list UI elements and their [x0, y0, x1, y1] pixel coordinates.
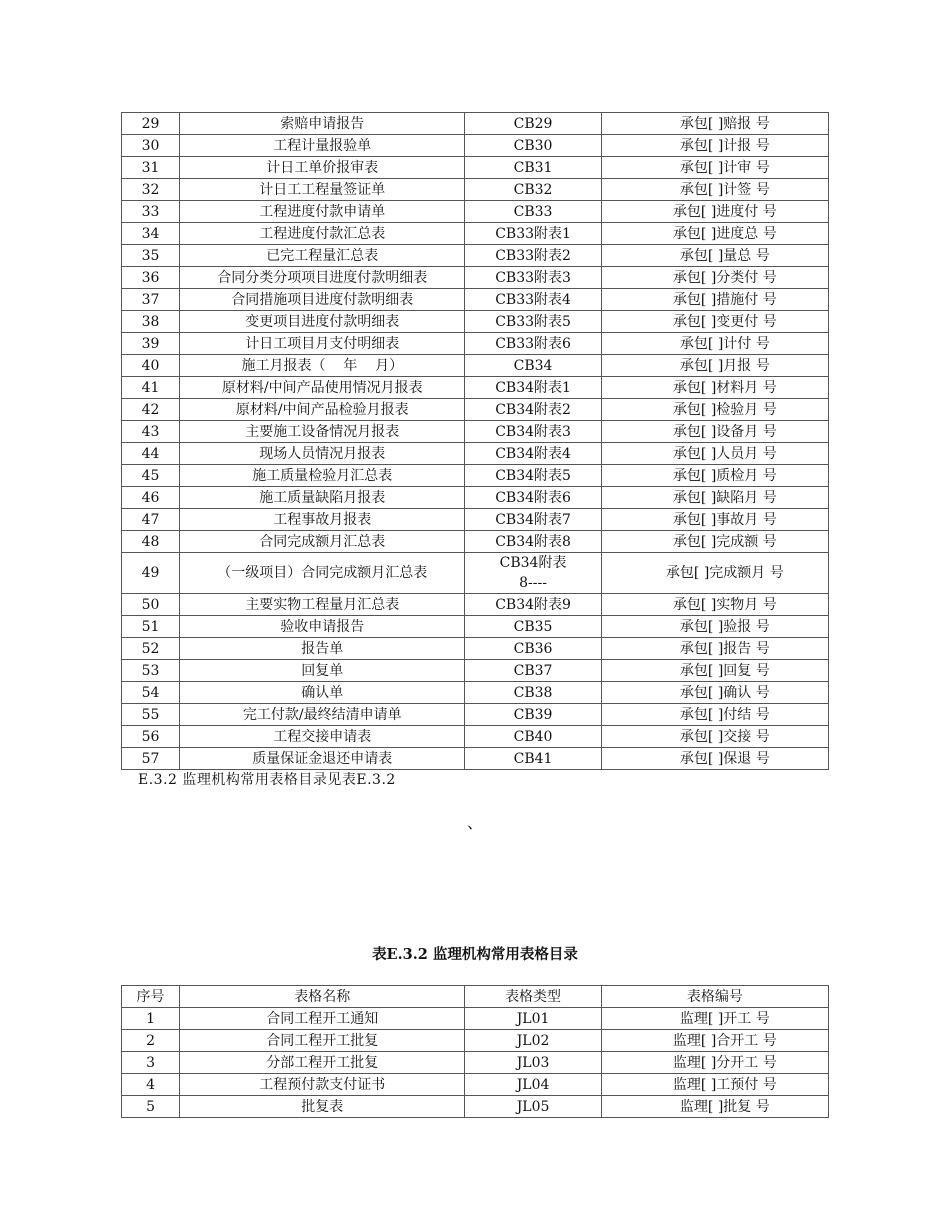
form-code: 承包[ ]分类付 号 [601, 267, 828, 289]
row-number: 34 [122, 223, 180, 245]
table-row [122, 267, 829, 289]
form-code: 承包[ ]量总 号 [601, 245, 828, 267]
table-row [122, 1030, 829, 1052]
form-code: 承包[ ]报告 号 [601, 638, 828, 660]
table-row [122, 443, 829, 465]
table-row [122, 135, 829, 157]
form-name: 合同完成额月汇总表 [180, 531, 465, 553]
form-type: CB33附表2 [465, 245, 601, 267]
row-number: 44 [122, 443, 180, 465]
row-number: 39 [122, 333, 180, 355]
row-number: 49 [122, 553, 180, 594]
form-code: 监理[ ]批复 号 [601, 1096, 828, 1118]
form-name: 工程进度付款汇总表 [180, 223, 465, 245]
row-number: 4 [122, 1074, 180, 1096]
form-type: CB33附表1 [465, 223, 601, 245]
header-name: 表格名称 [180, 986, 465, 1008]
form-name: 报告单 [180, 638, 465, 660]
table-row [122, 421, 829, 443]
form-name: 批复表 [180, 1096, 465, 1118]
form-type: CB37 [465, 660, 601, 682]
form-type-continued: 8---- [519, 575, 547, 591]
form-type: CB34附表5 [465, 465, 601, 487]
form-code: 承包[ ]进度总 号 [601, 223, 828, 245]
header-row [122, 986, 829, 1008]
table-row [122, 1052, 829, 1074]
form-code: 承包[ ]设备月 号 [601, 421, 828, 443]
row-number: 41 [122, 377, 180, 399]
table-row [122, 1096, 829, 1118]
form-code: 承包[ ]措施付 号 [601, 289, 828, 311]
row-number: 2 [122, 1030, 180, 1052]
forms-table-contractor [121, 112, 829, 770]
forms-table-body [122, 1008, 829, 1118]
form-name: 分部工程开工批复 [180, 1052, 465, 1074]
table-row [122, 179, 829, 201]
form-type: JL01 [465, 1008, 601, 1030]
row-number: 36 [122, 267, 180, 289]
form-code: 承包[ ]交接 号 [601, 726, 828, 748]
table-row [122, 487, 829, 509]
table-row [122, 531, 829, 553]
table-row [122, 223, 829, 245]
table-row [122, 1008, 829, 1030]
table-row [122, 465, 829, 487]
form-code: 承包[ ]计签 号 [601, 179, 828, 201]
form-name: 合同分类分项项目进度付款明细表 [180, 267, 465, 289]
row-number: 56 [122, 726, 180, 748]
table-row [122, 748, 829, 770]
row-number: 32 [122, 179, 180, 201]
row-number: 30 [122, 135, 180, 157]
form-name: 合同工程开工通知 [180, 1008, 465, 1030]
form-type: CB34附表4 [465, 443, 601, 465]
form-type: CB40 [465, 726, 601, 748]
form-name: 计日工项目月支付明细表 [180, 333, 465, 355]
form-code: 承包[ ]进度付 号 [601, 201, 828, 223]
form-type: CB34附表3 [465, 421, 601, 443]
table-row [122, 289, 829, 311]
form-type: CB39 [465, 704, 601, 726]
table-row [122, 682, 829, 704]
row-number: 47 [122, 509, 180, 531]
form-name: 工程预付款支付证书 [180, 1074, 465, 1096]
form-type: CB33附表4 [465, 289, 601, 311]
table-row [122, 616, 829, 638]
row-number: 43 [122, 421, 180, 443]
form-code: 承包[ ]付结 号 [601, 704, 828, 726]
form-name: 施工月报表（ 年 月） [180, 355, 465, 377]
table-row [122, 1074, 829, 1096]
form-name: 质量保证金退还申请表 [180, 748, 465, 770]
form-code: 监理[ ]合开工 号 [601, 1030, 828, 1052]
header-type: 表格类型 [465, 986, 601, 1008]
forms-table-body [122, 113, 829, 770]
form-type: CB34附表9 [465, 594, 601, 616]
form-code: 承包[ ]变更付 号 [601, 311, 828, 333]
form-name: 工程事故月报表 [180, 509, 465, 531]
form-code: 承包[ ]完成额 号 [601, 531, 828, 553]
form-code: 监理[ ]工预付 号 [601, 1074, 828, 1096]
form-type: CB34附表2 [465, 399, 601, 421]
form-type: JL04 [465, 1074, 601, 1096]
table-row [122, 157, 829, 179]
form-name: 主要实物工程量月汇总表 [180, 594, 465, 616]
form-code: 监理[ ]开工 号 [601, 1008, 828, 1030]
form-name: 确认单 [180, 682, 465, 704]
row-number: 35 [122, 245, 180, 267]
form-type: JL03 [465, 1052, 601, 1074]
table-row [122, 377, 829, 399]
form-name: 现场人员情况月报表 [180, 443, 465, 465]
header-code: 表格编号 [601, 986, 828, 1008]
form-code: 监理[ ]分开工 号 [601, 1052, 828, 1074]
table-row [122, 201, 829, 223]
form-type: CB41 [465, 748, 601, 770]
form-name: 施工质量缺陷月报表 [180, 487, 465, 509]
form-name: 原材料/中间产品使用情况月报表 [180, 377, 465, 399]
row-number: 33 [122, 201, 180, 223]
form-type: CB31 [465, 157, 601, 179]
form-type: JL02 [465, 1030, 601, 1052]
form-type: CB38 [465, 682, 601, 704]
form-name: 工程进度付款申请单 [180, 201, 465, 223]
row-number: 38 [122, 311, 180, 333]
form-type: CB36 [465, 638, 601, 660]
form-name: 变更项目进度付款明细表 [180, 311, 465, 333]
form-name: 回复单 [180, 660, 465, 682]
form-code: 承包[ ]保退 号 [601, 748, 828, 770]
form-type: CB32 [465, 179, 601, 201]
form-name: 完工付款/最终结清申请单 [180, 704, 465, 726]
form-name: 工程交接申请表 [180, 726, 465, 748]
form-type: CB33附表6 [465, 333, 601, 355]
table-row [122, 553, 829, 594]
header-number: 序号 [122, 986, 180, 1008]
form-code: 承包[ ]计报 号 [601, 135, 828, 157]
row-number: 1 [122, 1008, 180, 1030]
form-type: CB34附表8 [465, 531, 601, 553]
form-name: 索赔申请报告 [180, 113, 465, 135]
table-row [122, 245, 829, 267]
row-number: 37 [122, 289, 180, 311]
table-row [122, 638, 829, 660]
table-row [122, 509, 829, 531]
row-number: 53 [122, 660, 180, 682]
table-row [122, 333, 829, 355]
table-row [122, 594, 829, 616]
form-code: 承包[ ]缺陷月 号 [601, 487, 828, 509]
form-name: 工程计量报验单 [180, 135, 465, 157]
form-type: CB34附表 [499, 555, 567, 571]
forms-table-supervision [121, 985, 829, 1118]
table-header [122, 986, 829, 1008]
row-number: 40 [122, 355, 180, 377]
form-type: CB33附表3 [465, 267, 601, 289]
stray-punctuation-mark: 、 [467, 813, 484, 832]
table-title: 表E.3.2 监理机构常用表格目录 [372, 946, 578, 963]
table-row [122, 726, 829, 748]
form-name: 施工质量检验月汇总表 [180, 465, 465, 487]
form-type-cell [465, 553, 601, 594]
section-note: E.3.2 监理机构常用表格目录见表E.3.2 [138, 772, 396, 788]
form-type: CB34 [465, 355, 601, 377]
form-code: 承包[ ]实物月 号 [601, 594, 828, 616]
form-code: 承包[ ]计审 号 [601, 157, 828, 179]
form-code: 承包[ ]确认 号 [601, 682, 828, 704]
form-name: 验收申请报告 [180, 616, 465, 638]
form-code: 承包[ ]质检月 号 [601, 465, 828, 487]
row-number: 3 [122, 1052, 180, 1074]
table-row [122, 355, 829, 377]
table-row [122, 660, 829, 682]
form-type: CB35 [465, 616, 601, 638]
form-type: CB34附表6 [465, 487, 601, 509]
form-name: 原材料/中间产品检验月报表 [180, 399, 465, 421]
form-name: 已完工程量汇总表 [180, 245, 465, 267]
form-code: 承包[ ]事故月 号 [601, 509, 828, 531]
form-type: CB33 [465, 201, 601, 223]
row-number: 48 [122, 531, 180, 553]
form-code: 承包[ ]材料月 号 [601, 377, 828, 399]
form-code: 承包[ ]完成额月 号 [601, 553, 828, 594]
form-type: CB29 [465, 113, 601, 135]
row-number: 29 [122, 113, 180, 135]
form-type: CB30 [465, 135, 601, 157]
row-number: 54 [122, 682, 180, 704]
form-code: 承包[ ]回复 号 [601, 660, 828, 682]
form-name: 计日工工程量签证单 [180, 179, 465, 201]
row-number: 46 [122, 487, 180, 509]
form-name: 计日工单价报审表 [180, 157, 465, 179]
row-number: 42 [122, 399, 180, 421]
form-name: 主要施工设备情况月报表 [180, 421, 465, 443]
table-row [122, 311, 829, 333]
row-number: 52 [122, 638, 180, 660]
row-number: 51 [122, 616, 180, 638]
form-code: 承包[ ]计付 号 [601, 333, 828, 355]
form-type: CB34附表1 [465, 377, 601, 399]
form-code: 承包[ ]人员月 号 [601, 443, 828, 465]
form-name: 合同工程开工批复 [180, 1030, 465, 1052]
form-code: 承包[ ]月报 号 [601, 355, 828, 377]
row-number: 45 [122, 465, 180, 487]
form-type: CB34附表7 [465, 509, 601, 531]
row-number: 31 [122, 157, 180, 179]
row-number: 50 [122, 594, 180, 616]
table-row [122, 113, 829, 135]
row-number: 5 [122, 1096, 180, 1118]
form-code: 承包[ ]验报 号 [601, 616, 828, 638]
table-row [122, 399, 829, 421]
form-type: CB33附表5 [465, 311, 601, 333]
form-name: （一级项目）合同完成额月汇总表 [180, 553, 465, 594]
table-row [122, 704, 829, 726]
row-number: 55 [122, 704, 180, 726]
form-code: 承包[ ]赔报 号 [601, 113, 828, 135]
row-number: 57 [122, 748, 180, 770]
form-code: 承包[ ]检验月 号 [601, 399, 828, 421]
form-type: JL05 [465, 1096, 601, 1118]
form-name: 合同措施项目进度付款明细表 [180, 289, 465, 311]
